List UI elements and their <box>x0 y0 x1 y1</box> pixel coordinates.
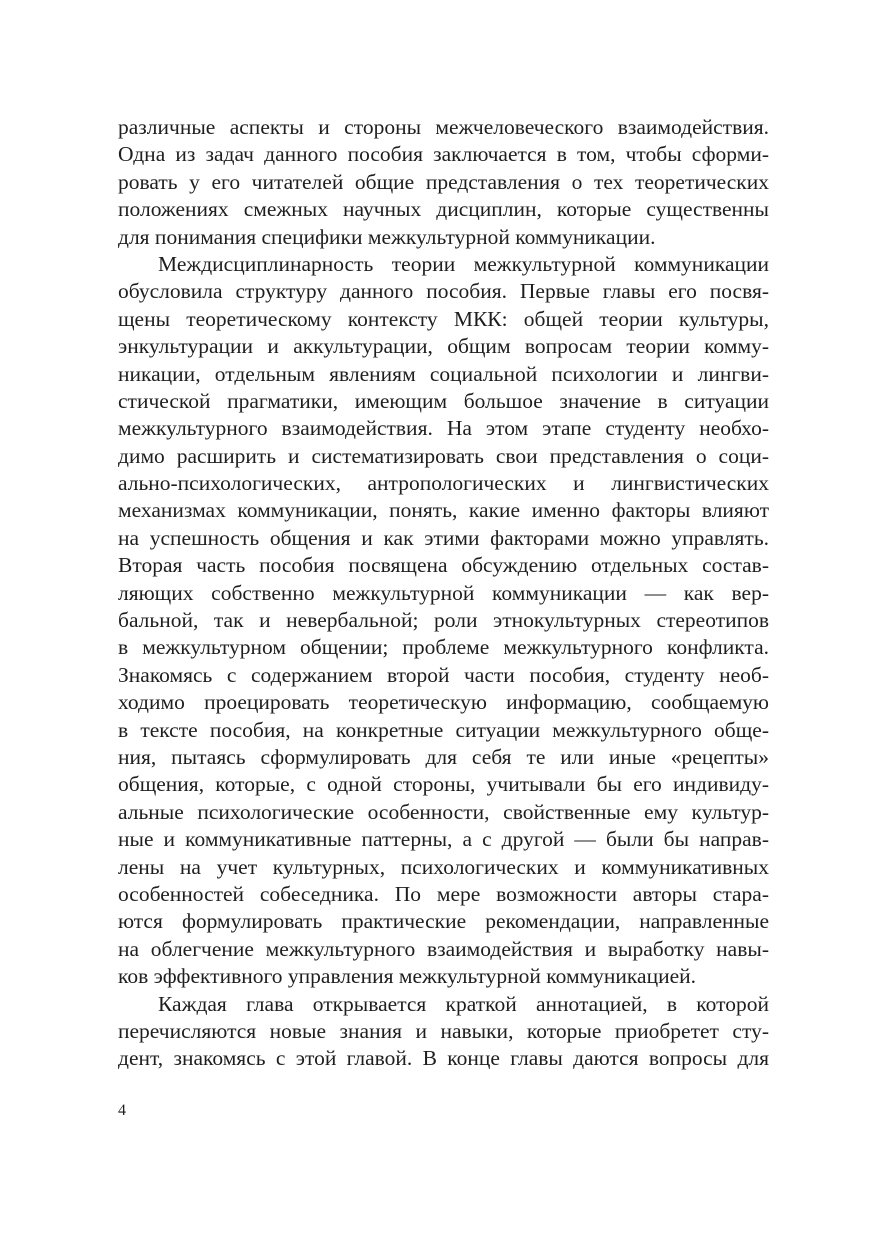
text-line: никации, отдельным явлениям социальной психологии и лингви- <box>118 361 769 386</box>
paragraph-1 <box>118 114 769 251</box>
text-line: ходимо проецировать теоретическую информацию, сообщаемую <box>118 690 769 715</box>
text-line: ровать у его читателей общие представления о тех теоретических <box>118 169 769 194</box>
text-line: Одна из задач данного пособия заключается в том, чтобы сформи- <box>118 142 769 167</box>
text-line: на облегчение межкультурного взаимодействия и выработку навы- <box>118 936 769 961</box>
text-line: бальной, так и невербальной; роли этнокультурных стереотипов <box>118 608 769 633</box>
text-line: положениях смежных научных дисциплин, которые существенны <box>118 197 769 222</box>
text-line: энкультурации и аккультурации, общим вопросам теории комму- <box>118 334 769 359</box>
text-line: Знакомясь с содержанием второй части пособия, студенту необ- <box>118 662 769 687</box>
text-line: в тексте пособия, на конкретные ситуации межкультурного обще- <box>118 717 769 742</box>
text-line: альные психологические особенности, свойственные ему культур- <box>118 799 769 824</box>
paragraph-3 <box>118 991 769 1073</box>
text-line: стической прагматики, имеющим большое значение в ситуации <box>118 388 769 413</box>
text-line: ные и коммуникативные паттерны, а с другой — были бы направ- <box>118 827 769 852</box>
text-line: ально-психологических, антропологических и лингвистических <box>118 471 769 496</box>
page-number: 4 <box>118 1102 126 1119</box>
text-line: Вторая часть пособия посвящена обсуждению отдельных состав- <box>118 553 769 578</box>
text-line: ния, пытаясь сформулировать для себя те или иные «рецепты» <box>118 744 769 769</box>
text-line: механизмах коммуникации, понять, какие именно факторы влияют <box>118 498 769 523</box>
text-line: ются формулировать практические рекомендации, направленные <box>118 909 769 934</box>
text-line: Междисциплинарность теории межкультурной коммуникации <box>158 251 769 276</box>
text-line: дент, знакомясь с этой главой. В конце главы даются вопросы для <box>118 1046 769 1071</box>
text-line: особенностей собеседника. По мере возможности авторы стара- <box>118 881 769 906</box>
text-line: ляющих собственно межкультурной коммуникации — как вер- <box>118 580 769 605</box>
text-line: различные аспекты и стороны межчеловеческого взаимодействия. <box>118 115 769 139</box>
paragraph-2 <box>118 251 769 991</box>
text-line: в межкультурном общении; проблеме межкультурного конфликта. <box>118 635 769 660</box>
text-line: общения, которые, с одной стороны, учитывали бы его индивиду- <box>118 772 769 797</box>
text-line: обусловила структуру данного пособия. Первые главы его посвя- <box>118 279 769 304</box>
text-line: щены теоретическому контексту МКК: общей теории культуры, <box>118 306 769 331</box>
text-line: на успешность общения и как этими факторами можно управлять. <box>118 525 769 550</box>
body-text <box>118 114 769 1073</box>
text-line: для понимания специфики межкультурной коммуникации. <box>118 224 656 249</box>
text-line: межкультурного взаимодействия. На этом этапе студенту необхо- <box>118 416 769 441</box>
text-line: димо расширить и систематизировать свои представления о соци- <box>118 443 769 468</box>
text-line: ков эффективного управления межкультурной коммуникацией. <box>118 964 697 989</box>
text-line: Каждая глава открывается краткой аннотацией, в которой <box>158 991 769 1016</box>
text-line: перечисляются новые знания и навыки, которые приобретет сту- <box>118 1018 769 1043</box>
text-line: лены на учет культурных, психологических и коммуникативных <box>118 854 769 879</box>
